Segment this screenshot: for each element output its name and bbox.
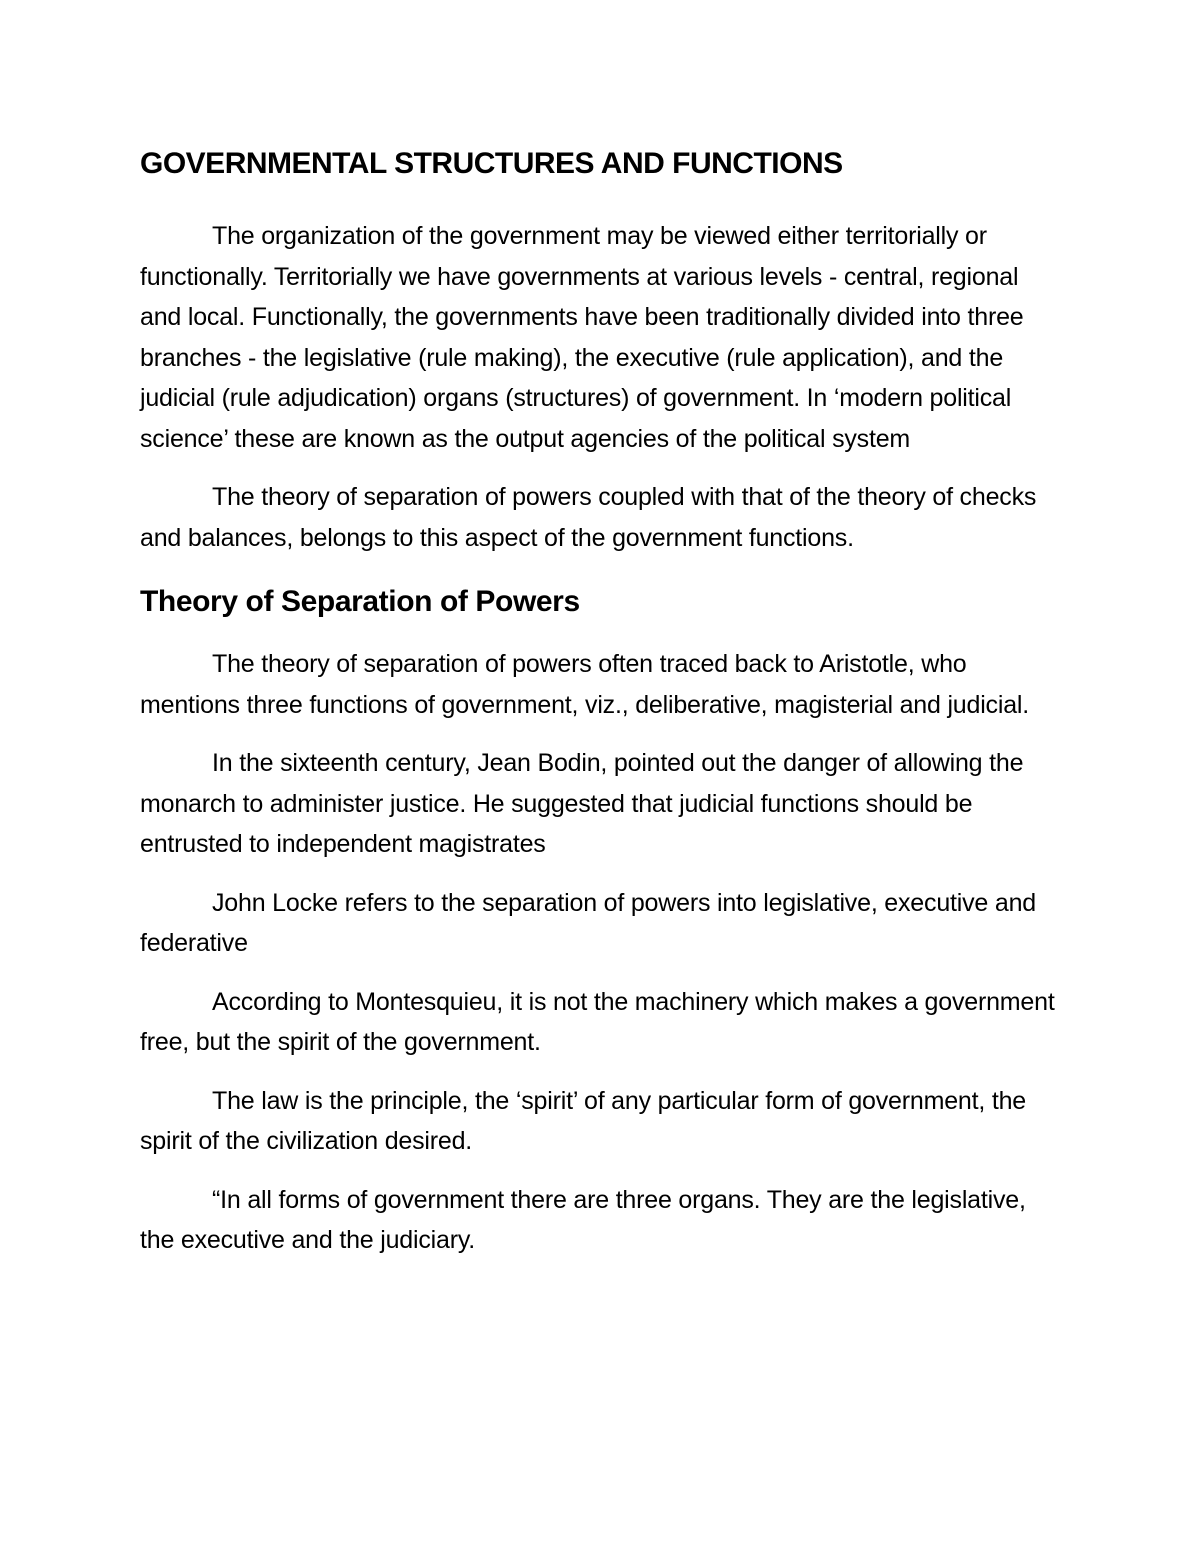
paragraph-separation-checks-balances: The theory of separation of powers coupled with that of the theory of checks and balances, belongs to this aspect of the government functions.: [140, 483, 1037, 552]
paragraph-montesquieu: According to Montesquieu, it is not the machinery which makes a government free, but the spirit of the government.: [140, 987, 1055, 1056]
paragraph-organization-of-government: The organization of the government may be viewed either territorially or functionally. Territorially we have governments at various levels - central, regional and local. Functionally, the governments have been traditionally divided into three branches - the legislative (rule making), the executive (rule application), and the judicial (rule adjudication) organs (structures) of government. In ‘modern political science’ these are known as the output agencies of the political system: [140, 222, 1024, 453]
paragraph-jean-bodin: In the sixteenth century, Jean Bodin, pointed out the danger of allowing the monarch to administer justice. He suggested that judicial functions should be entrusted to independent magistrates: [140, 749, 1024, 858]
document-title: GOVERNMENTAL STRUCTURES AND FUNCTIONS: [140, 147, 843, 180]
section-heading-separation-of-powers: Theory of Separation of Powers: [140, 585, 580, 618]
paragraph-law-principle: The law is the principle, the ‘spirit’ of any particular form of government, the spirit of the civilization desired.: [140, 1086, 1027, 1155]
paragraph-john-locke: John Locke refers to the separation of powers into legislative, executive and federative: [140, 888, 1036, 957]
document-body: [140, 142, 1060, 1279]
paragraph-three-organs: “In all forms of government there are three organs. They are the legislative, the executive and the judiciary.: [140, 1185, 1026, 1254]
paragraph-aristotle: The theory of separation of powers often traced back to Aristotle, who mentions three functions of government, viz., deliberative, magisterial and judicial.: [140, 650, 1030, 719]
